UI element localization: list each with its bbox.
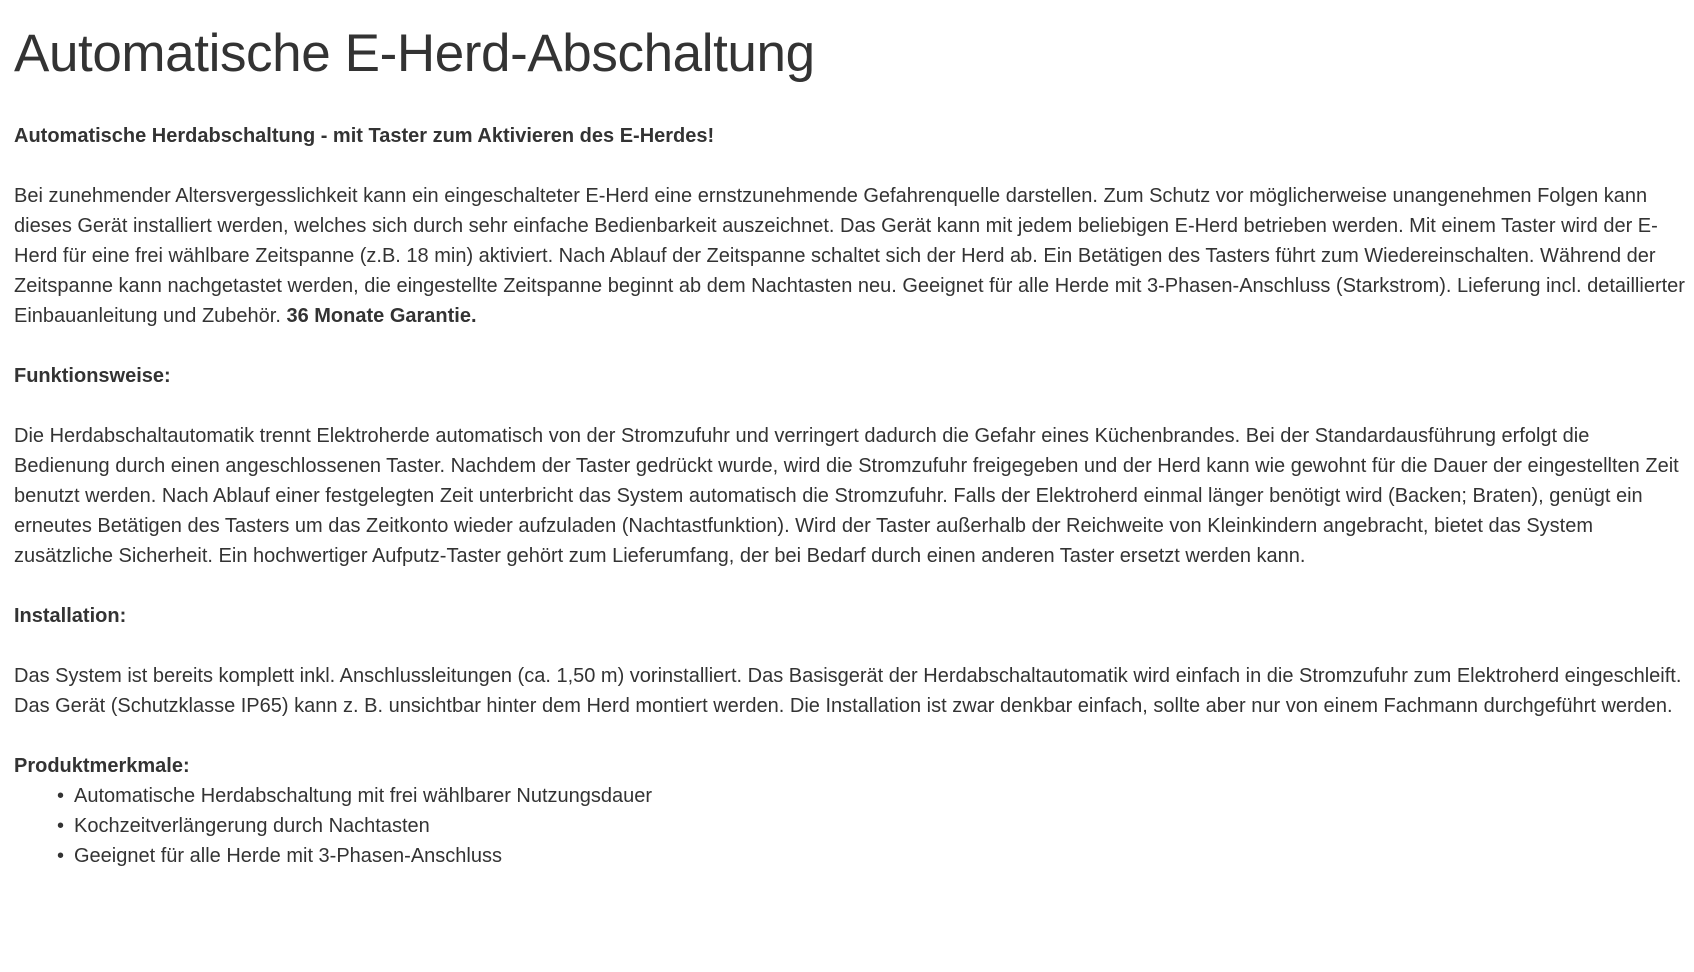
function-heading — [14, 361, 1690, 391]
feature-text: Geeignet für alle Herde mit 3-Phasen-Anschluss — [74, 845, 502, 867]
features-list — [14, 781, 1690, 871]
list-item — [57, 781, 1690, 811]
bullet-icon: • — [57, 845, 65, 867]
bullet-icon: • — [57, 815, 65, 837]
list-item — [57, 811, 1690, 841]
feature-text: Kochzeitverlängerung durch Nachtasten — [74, 815, 430, 837]
list-item — [57, 841, 1690, 871]
guarantee-text: 36 Monate Garantie. — [286, 305, 477, 327]
bullet-icon: • — [57, 785, 65, 807]
features-heading-text: Produktmerkmale: — [14, 755, 190, 777]
intro-body-text: Bei zunehmender Altersvergesslichkeit kann ein eingeschalteter E-Herd eine ernstzunehmende Gefahrenquelle darstellen. Zum Schutz vor möglicherweise unangenehmen Folgen kann dieses Gerät installiert werden, welches sich durch sehr einfache Bedienbarkeit auszeichnet. Das Gerät kann mit jedem beliebigen E-Herd betrieben werden. Mit einem Taster wird der E-Herd für eine frei wählbare Zeitspanne (z.B. 18 min) aktiviert. Nach Ablauf der Zeitspanne schaltet sich der Herd ab. Ein Betätigen des Tasters führt zum Wiedereinschalten. Während der Zeitspanne kann nachgetastet werden, die eingestellte Zeitspanne beginnt ab dem Nachtasten neu. Geeignet für alle Herde mit 3-Phasen-Anschluss (Starkstrom). Lieferung incl. detaillierter Einbauanleitung und Zubehör. — [14, 185, 1685, 327]
intro-heading-text: Automatische Herdabschaltung - mit Taster zum Aktivieren des E-Herdes! — [14, 125, 715, 147]
function-heading-text: Funktionsweise: — [14, 365, 171, 387]
intro-heading — [14, 121, 1690, 151]
feature-text: Automatische Herdabschaltung mit frei wählbarer Nutzungsdauer — [74, 785, 653, 807]
installation-paragraph: Das System ist bereits komplett inkl. Anschlussleitungen (ca. 1,50 m) vorinstalliert. Das Basisgerät der Herdabschaltautomatik wird einfach in die Stromzufuhr zum Elektroherd eingeschleift. Das Gerät (Schutzklasse IP65) kann z. B. unsichtbar hinter dem Herd montiert werden. Die Installation ist zwar denkbar einfach, sollte aber nur von einem Fachmann durchgeführt werden. — [14, 665, 1682, 717]
installation-heading — [14, 601, 1690, 631]
installation-heading-text: Installation: — [14, 605, 127, 627]
intro-paragraph — [14, 181, 1690, 331]
function-paragraph: Die Herdabschaltautomatik trennt Elektroherde automatisch von der Stromzufuhr und verringert dadurch die Gefahr eines Küchenbrandes. Bei der Standardausführung erfolgt die Bedienung durch einen angeschlossenen Taster. Nachdem der Taster gedrückt wurde, wird die Stromzufuhr freigegeben und der Herd kann wie gewohnt für die Dauer der eingestellten Zeit benutzt werden. Nach Ablauf einer festgelegten Zeit unterbricht das System automatisch die Stromzufuhr. Falls der Elektroherd einmal länger benötigt wird (Backen; Braten), genügt ein erneutes Betätigen des Tasters um das Zeitkonto wieder aufzuladen (Nachtastfunktion). Wird der Taster außerhalb der Reichweite von Kleinkindern angebracht, bietet das System zusätzliche Sicherheit. Ein hochwertiger Aufputz-Taster gehört zum Lieferumfang, der bei Bedarf durch einen anderen Taster ersetzt werden kann. — [14, 425, 1679, 567]
product-description — [14, 121, 1690, 871]
features-heading — [14, 751, 1690, 781]
page-title: Automatische E-Herd-Abschaltung — [14, 24, 815, 83]
